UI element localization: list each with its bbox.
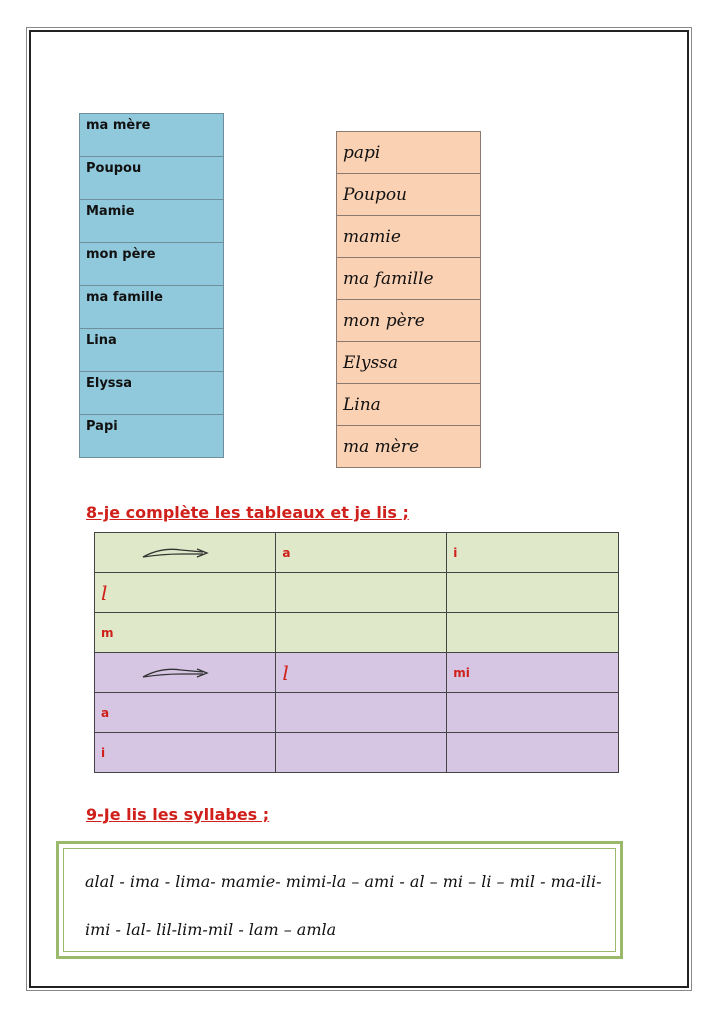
row-label: m [95,613,276,653]
answer-cell[interactable] [276,693,447,733]
list-item: ma mère [80,114,224,157]
arrow-icon [141,665,211,681]
table-header: a [276,533,447,573]
table-header: i [447,533,619,573]
list-item: Mamie [80,200,224,243]
list-item: Poupou [80,157,224,200]
row-label: a [95,693,276,733]
arrow-icon [141,545,211,561]
list-item: ma famille [80,286,224,329]
answer-cell[interactable] [447,613,619,653]
answer-cell[interactable] [447,733,619,773]
list-item: Elyssa [80,372,224,415]
row-label: i [95,733,276,773]
answer-cell[interactable] [276,573,447,613]
list-item: mon père [337,300,481,342]
list-item: Lina [80,329,224,372]
answer-cell[interactable] [276,733,447,773]
table-header: l [276,653,447,693]
answer-cell[interactable] [447,693,619,733]
word-list-cursive [336,131,481,468]
arrow-cell [95,533,276,573]
exercise-8-title: 8-je complète les tableaux et je lis ; [86,503,409,522]
answer-cell[interactable] [276,613,447,653]
table-header: mi [447,653,619,693]
list-item: Poupou [337,174,481,216]
row-label: l [95,573,276,613]
arrow-cell [95,653,276,693]
syllable-table [94,532,619,773]
word-list-print [79,113,224,458]
syllable-line: imi - lal- lil-lim-mil - lam – amla [85,920,337,939]
syllable-box [56,841,623,959]
list-item: Elyssa [337,342,481,384]
list-item: mamie [337,216,481,258]
exercise-9-title: 9-Je lis les syllabes ; [86,805,270,824]
list-item: Papi [80,415,224,458]
list-item: ma mère [337,426,481,468]
list-item: Lina [337,384,481,426]
list-item: papi [337,132,481,174]
answer-cell[interactable] [447,573,619,613]
list-item: ma famille [337,258,481,300]
list-item: mon père [80,243,224,286]
syllable-line: alal - ima - lima- mamie- mimi-la – ami - al – mi – li – mil - ma-ili- [85,872,602,891]
